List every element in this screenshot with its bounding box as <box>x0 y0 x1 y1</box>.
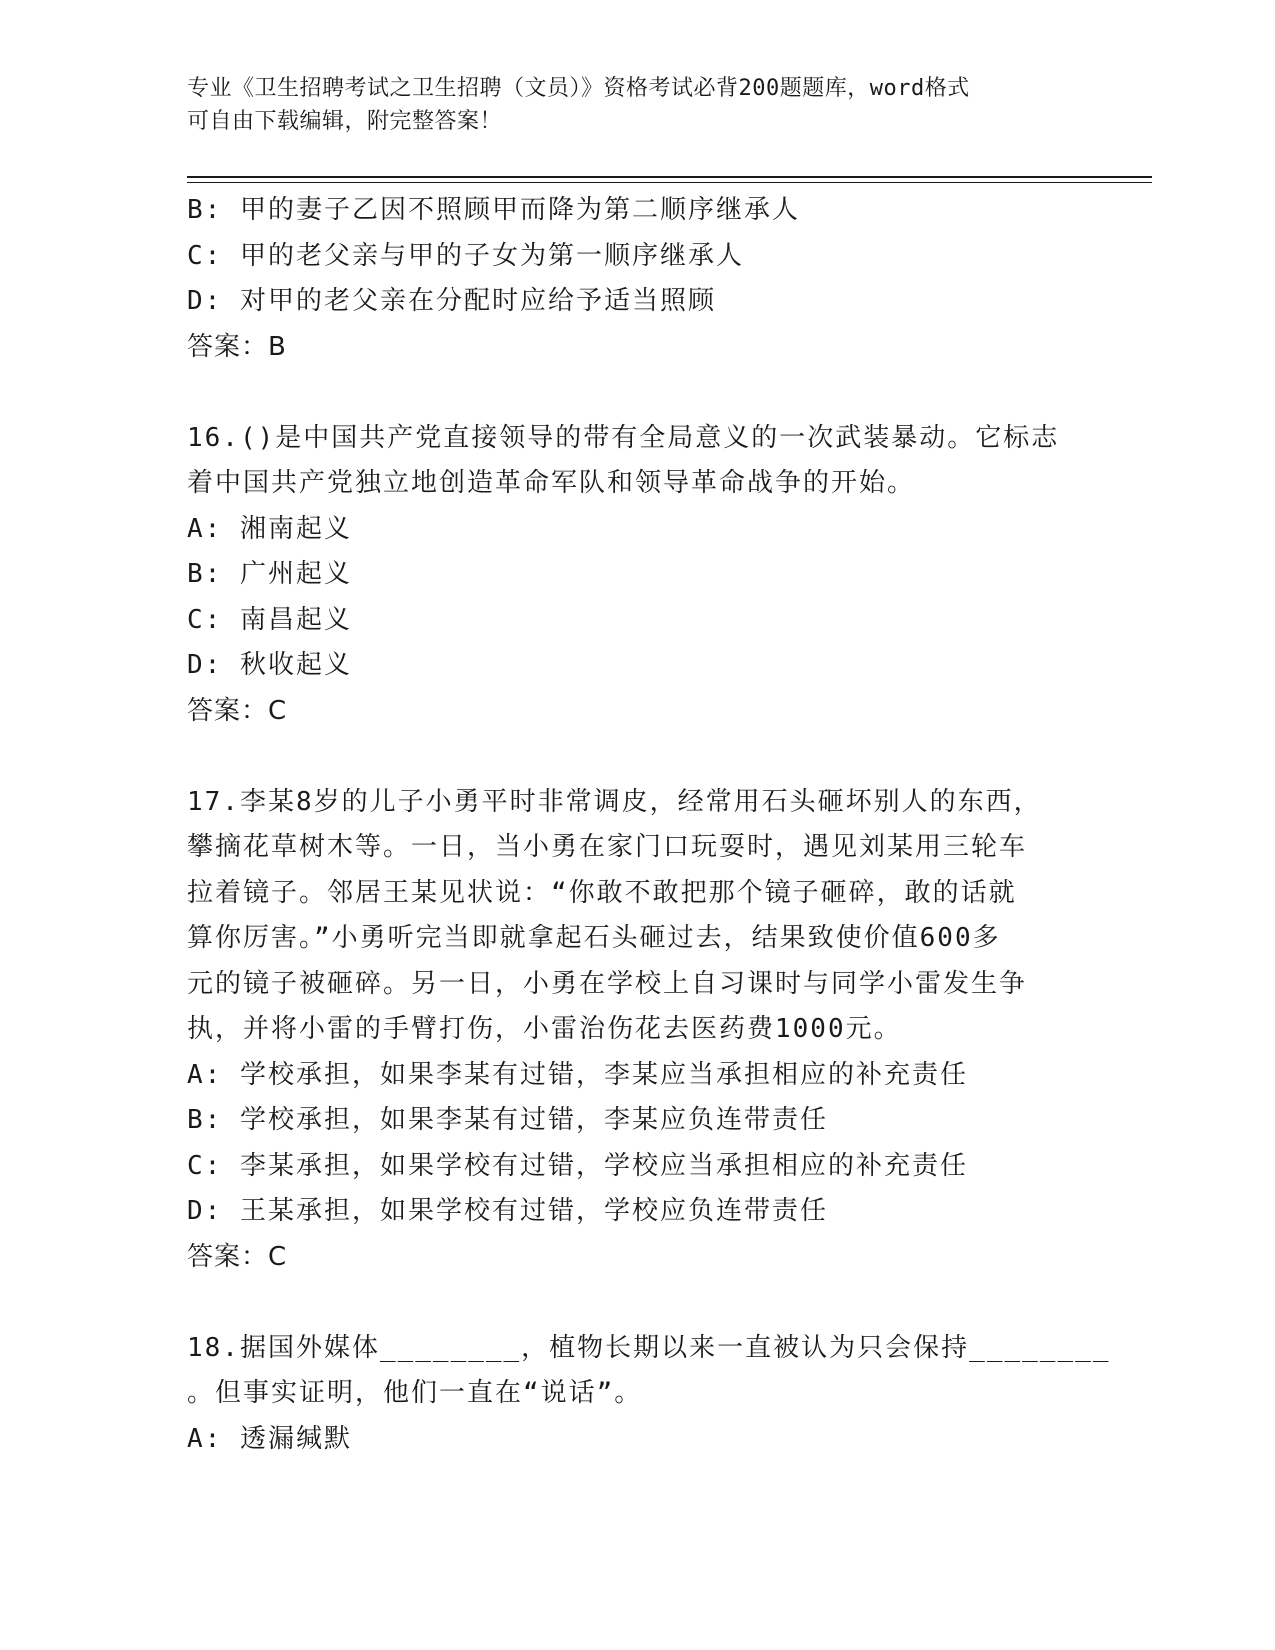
question-15 <box>187 188 1087 370</box>
q18-stem-line-1: 18.据国外媒体________，植物长期以来一直被认为只会保持________ <box>187 1332 1111 1363</box>
document-body <box>187 188 1111 1462</box>
q16-option-c: C: 南昌起义 <box>187 604 352 635</box>
q18-stem-line-2: 。但事实证明，他们一直在“说话”。 <box>187 1378 643 1408</box>
q16-option-b: B: 广州起义 <box>187 559 352 589</box>
header-divider-thick <box>187 176 1152 178</box>
q17-option-d: D: 王某承担，如果学校有过错，学校应负连带责任 <box>187 1196 828 1226</box>
q18-option-a: A: 透漏缄默 <box>187 1423 352 1454</box>
q17-stem-line-1: 17.李某8岁的儿子小勇平时非常调皮，经常用石头砸坏别人的东西， <box>187 786 1042 817</box>
q17-option-c: C: 李某承担，如果学校有过错，学校应当承担相应的补充责任 <box>187 1150 968 1181</box>
q17-stem-line-6: 执，并将小雷的手臂打伤，小雷治伤花去医药费1000元。 <box>187 1014 902 1044</box>
q17-stem-line-5: 元的镜子被砸碎。另一日，小勇在学校上自习课时与同学小雷发生争 <box>187 968 1028 999</box>
q16-option-d: D: 秋收起义 <box>187 650 352 680</box>
q16-option-a: A: 湘南起义 <box>187 513 352 544</box>
question-18 <box>187 1326 1111 1463</box>
q17-stem-line-4: 算你厉害。”小勇听完当即就拿起石头砸过去，结果致使价值600多 <box>187 923 1001 953</box>
q17-answer: 答案：C <box>187 1241 288 1272</box>
q15-option-b: B: 甲的妻子乙因不照顾甲而降为第二顺序继承人 <box>187 195 800 225</box>
q15-option-d: D: 对甲的老父亲在分配时应给予适当照顾 <box>187 286 716 316</box>
q17-option-a: A: 学校承担，如果李某有过错，李某应当承担相应的补充责任 <box>187 1059 968 1090</box>
q17-stem-line-2: 攀摘花草树木等。一日，当小勇在家门口玩耍时，遇见刘某用三轮车 <box>187 832 1028 862</box>
question-17 <box>187 780 1087 1281</box>
header-title-line-2: 可自由下载编辑，附完整答案！ <box>187 109 503 134</box>
header-title-line-1: 专业《卫生招聘考试之卫生招聘（文员）》资格考试必背200题题库，word格式 <box>187 76 970 101</box>
spacer <box>187 734 1087 780</box>
q16-stem-line-1: 16.()是中国共产党直接领导的带有全局意义的一次武装暴动。它标志 <box>187 422 1060 453</box>
document-header <box>187 72 1067 138</box>
spacer <box>187 370 1087 416</box>
question-16 <box>187 416 1087 735</box>
q15-option-c: C: 甲的老父亲与甲的子女为第一顺序继承人 <box>187 240 744 271</box>
q15-answer: 答案：B <box>187 331 287 362</box>
q17-option-b: B: 学校承担，如果李某有过错，李某应负连带责任 <box>187 1105 828 1135</box>
header-divider-thin <box>187 182 1152 183</box>
q16-stem-line-2: 着中国共产党独立地创造革命军队和领导革命战争的开始。 <box>187 468 916 498</box>
q16-answer: 答案：C <box>187 695 288 726</box>
spacer <box>187 1280 1087 1326</box>
q17-stem-line-3: 拉着镜子。邻居王某见状说：“你敢不敢把那个镜子砸碎，敢的话就 <box>187 877 1017 908</box>
